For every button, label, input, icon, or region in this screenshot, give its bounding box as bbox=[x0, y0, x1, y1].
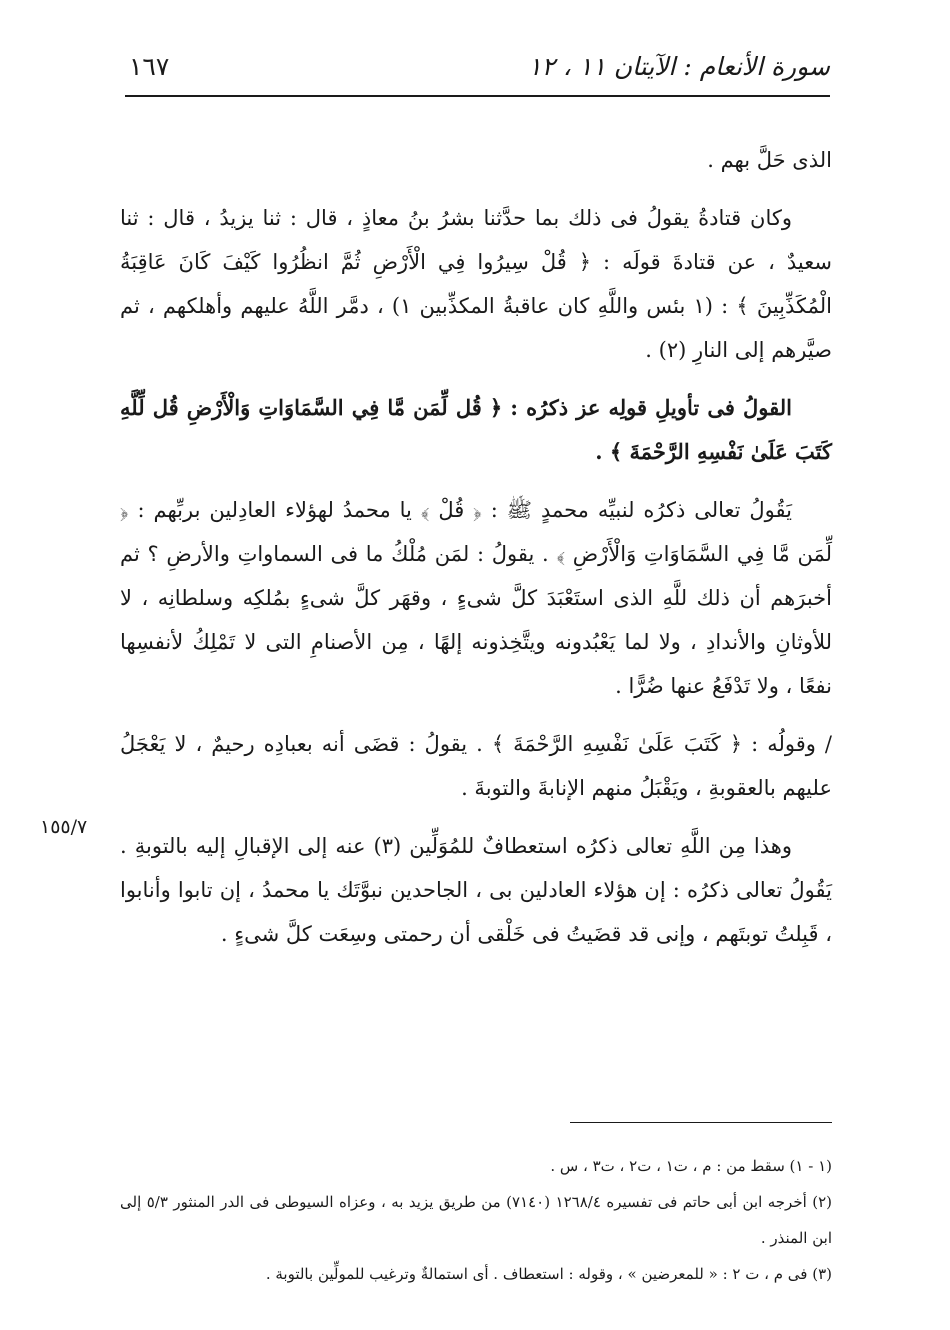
section-heading-paragraph: القولُ فى تأويلِ قولِه عز ذكرُه : ﴿ قُل لِّمَن مَّا فِي السَّمَاوَاتِ وَالْأَرْضِ قُل لِّلَّهِ كَتَبَ عَلَىٰ نَفْسِهِ الرَّحْمَةَ ﴾ . bbox=[120, 395, 832, 464]
paragraph-2: وكان قتادةُ يقولُ فى ذلك بما حدَّثنا بشرُ بنُ معاذٍ ، قال : ثنا يزيدُ ، قال : ثنا سعيدٌ ، عن قتادةَ قولَه : ﴿ قُلْ سِيرُوا فِي الْأَرْضِ ثُمَّ انظُرُوا كَيْفَ كَانَ عَاقِبَةُ الْمُكَذِّبِينَ ﴾ : (١ بئس واللَّهِ كان عاقبةُ المكذِّبين ١) ، دمَّر اللَّهُ عليهم وأهلكهم ، ثم صيَّرهم إلى النارِ (٢) . bbox=[120, 206, 832, 362]
footnote-rule bbox=[570, 1122, 832, 1123]
paragraph-5: وهذا مِن اللَّهِ تعالى ذكرُه استعطافٌ للمُوَلِّين (٣) عنه إلى الإقبالِ إليه بالتوبةِ . يَقُولُ تعالى ذكرُه : إن هؤلاء العادلين بى ، الجاحدين نبوَّتَك يا محمدُ ، إن تابوا وأنابوا ، قَبِلتُ توبتَهم ، وإنى قد قضَيتُ فى خَلْقى أن رحمتى وسِعَت كلَّ شىءٍ . bbox=[120, 834, 832, 946]
footnote-1: (١ - ١) سقط من : م ، ت١ ، ت٢ ، ت٣ ، س . bbox=[550, 1157, 832, 1175]
page-header-title: سورة الأنعام : الآيتان ١١ ، ١٢ bbox=[528, 52, 830, 81]
footnote-2: (٢) أخرجه ابن أبى حاتم فى تفسيره ١٢٦٨/٤ (٧١٤٠) من طريق يزيد به ، وعزاه السيوطى فى الدر المنثور ٥/٣ إلى ابن المنذر . bbox=[120, 1193, 832, 1247]
footnotes bbox=[120, 1148, 832, 1292]
margin-reference: ١٥٥/٧ bbox=[40, 816, 88, 838]
paragraph-1: الذى حَلَّ بهم . bbox=[707, 148, 832, 172]
paragraph-4: / وقولُه : ﴿ كَتَبَ عَلَىٰ نَفْسِهِ الرَّحْمَةَ ﴾ . يقولُ : قضَى أنه بعبادِه رحيمٌ ، لا يَعْجَلُ عليهم بالعقوبةِ ، ويَقْبَلُ منهم الإنابةَ والتوبةَ . bbox=[120, 732, 832, 800]
paragraph-3: يَقُولُ تعالى ذكرُه لنبيِّه محمدٍ ﷺ : ﴿ قُلْ ﴾ يا محمدُ لهؤلاء العادِلين بربِّهم : ﴿ لِّمَن مَّا فِي السَّمَاوَاتِ وَالْأَرْضِ ﴾ . يقولُ : لمَن مُلْكُ ما فى السماواتِ والأرضِ ؟ ثم أخبرَهم أن ذلك للَّهِ الذى استَعْبَدَ كلَّ شىءٍ ، وقهَر كلَّ شىءٍ بمُلكِه وسلطانِه ، لا للأوثانِ والأندادِ ، ولا لما يَعْبُدونه ويتَّخِذونه إلهًا ، مِن الأصنامِ التى لا تَمْلِكُ لأنفسِها نفعًا ، ولا تَدْفَعُ عنها ضُرًّا . bbox=[120, 498, 832, 698]
running-head bbox=[125, 44, 830, 92]
page-number: ١٦٧ bbox=[129, 52, 170, 81]
header-rule bbox=[125, 95, 830, 97]
main-text bbox=[120, 138, 832, 970]
footnote-3: (٣) فى م ، ت ٢ : « للمعرضين » ، وقوله : استعطاف . أى استمالةٌ وترغيب للمولِّين بالتوبة . bbox=[265, 1265, 832, 1283]
